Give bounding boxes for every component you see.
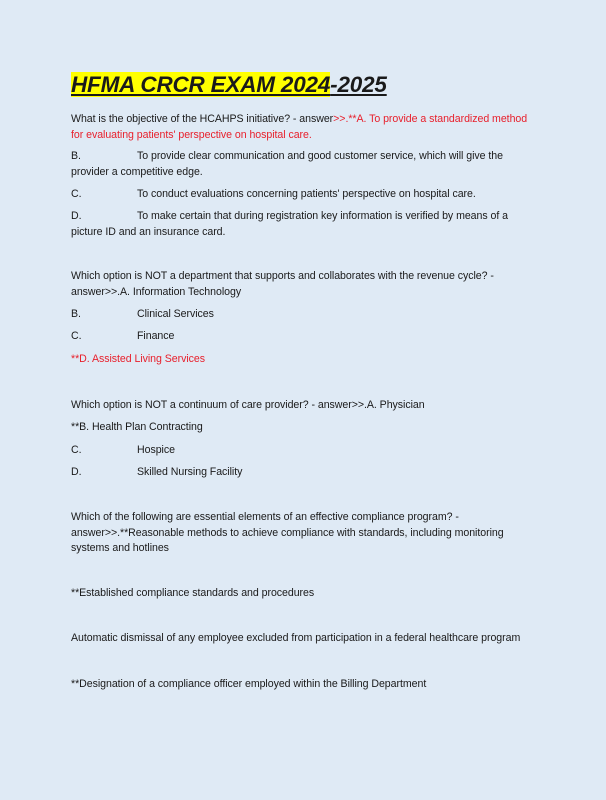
option-text: To conduct evaluations concerning patients' perspective on hospital care. <box>137 188 476 200</box>
option-text: Skilled Nursing Facility <box>137 466 243 478</box>
option-d <box>71 209 539 240</box>
question-2 <box>71 269 539 300</box>
correct-answer: **A. To provide a standardized method for evaluating patients' perspective on hospital care. <box>71 113 528 141</box>
option-label: D. <box>71 466 82 478</box>
option-text: To provide clear communication and good customer service, which will give the provider a competitive edge. <box>71 150 503 178</box>
option-label: C. <box>71 188 82 200</box>
option-c <box>71 329 539 345</box>
question-4 <box>71 510 539 557</box>
option-label: C. <box>71 444 82 456</box>
correct-answer: **B. Health Plan Contracting <box>71 421 203 433</box>
document-title <box>71 72 387 98</box>
answer-item: **Designation of a compliance officer employed within the Billing Department <box>71 678 427 690</box>
option-text: To make certain that during registration key information is verified by means of a picture ID and an insurance card. <box>71 210 508 238</box>
question-text: What is the objective of the HCAHPS initiative? - answer <box>71 113 334 125</box>
option-text: Finance <box>137 330 175 342</box>
option-d <box>71 465 539 481</box>
option-text: Hospice <box>137 444 175 456</box>
question-text: Which option is NOT a department that supports and collaborates with the revenue cycle? - answer>>.A. Information Technology <box>71 270 494 298</box>
answer-item: Automatic dismissal of any employee excluded from participation in a federal healthcare program <box>71 632 521 644</box>
answer-item: **Established compliance standards and procedures <box>71 587 315 599</box>
title-highlighted: HFMA CRCR EXAM 2024 <box>71 72 331 97</box>
option-label: D. <box>71 210 82 222</box>
question-3 <box>71 398 539 414</box>
option-c <box>71 443 539 459</box>
question-text: Which option is NOT a continuum of care provider? - answer>>.A. Physician <box>71 399 425 411</box>
option-b <box>71 307 539 323</box>
option-label: B. <box>71 150 81 162</box>
title-rest: -2025 <box>330 72 387 97</box>
option-b <box>71 149 539 180</box>
correct-answer: **D. Assisted Living Services <box>71 353 205 365</box>
answer-marker: >>. <box>333 113 349 125</box>
question-1 <box>71 112 539 143</box>
question-text: Which of the following are essential elements of an effective compliance program? - answer>>.**Reasonable methods to achieve compliance with standards, including monitoring systems and hotlines <box>71 511 504 554</box>
option-label: B. <box>71 308 81 320</box>
option-label: C. <box>71 330 82 342</box>
option-c <box>71 187 539 203</box>
option-text: Clinical Services <box>137 308 214 320</box>
